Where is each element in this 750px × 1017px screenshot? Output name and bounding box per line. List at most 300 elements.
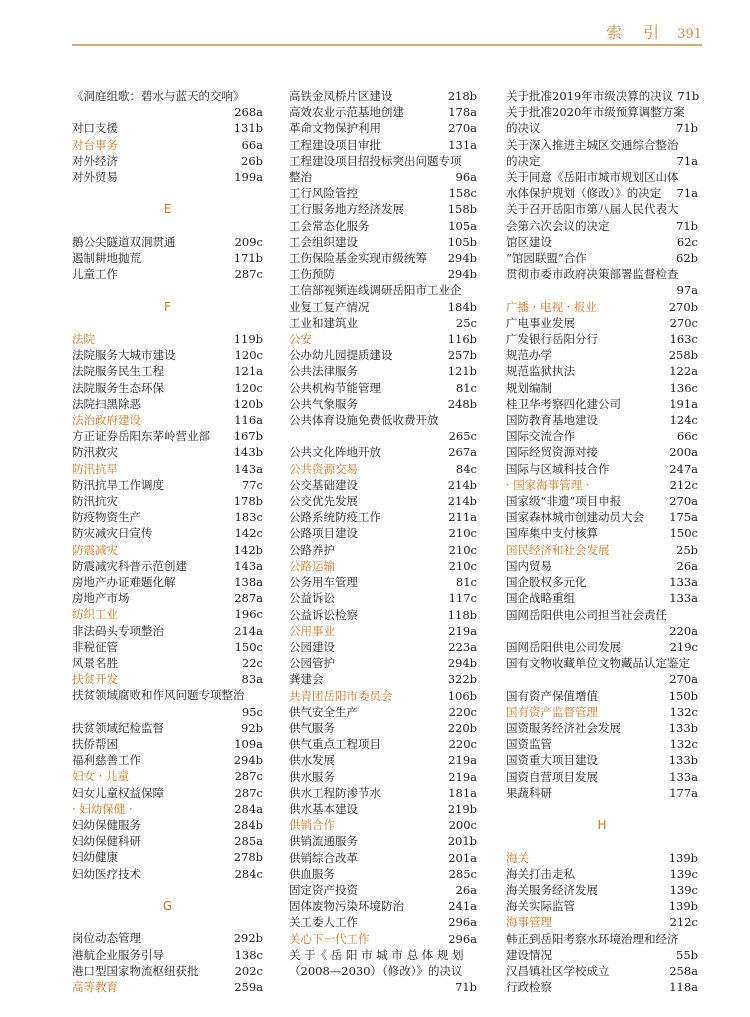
index-entry-text: 国有文物收藏单位文物藏品认定鉴定 (506, 656, 690, 671)
entry-page: 139c (669, 882, 698, 897)
index-entry (289, 169, 477, 185)
category-entry (289, 331, 477, 347)
index-entry (289, 866, 477, 882)
entry-page: 270b (668, 299, 698, 314)
index-entry-text: 工程建设项目招投标突出问题专项 (289, 153, 462, 168)
entry-term: 妇幼医疗技术 (72, 866, 141, 881)
index-entry-text: 韩正到岳阳考察水环境治理和经济 (506, 931, 679, 946)
entry-term: 关心下一代工作 (289, 931, 370, 946)
index-entry (72, 380, 263, 396)
category-entry (506, 704, 698, 720)
index-entry (506, 963, 698, 979)
entry-term: 馆区建设 (506, 234, 552, 249)
entry-term: 业复工复产情况 (289, 299, 370, 314)
entry-page: 139b (668, 899, 698, 914)
entry-term: 水体保护规划（修改）》的决定 (506, 186, 662, 201)
index-entry (289, 120, 477, 136)
index-entry (506, 525, 698, 541)
entry-page: 55b (676, 947, 698, 962)
index-entry-text: 关于召开岳阳市第八届人民代表大 (506, 202, 679, 217)
entry-term: 纺织工业 (72, 607, 118, 622)
entry-page: 150c (234, 639, 263, 654)
entry-term: 海关实际监管 (506, 899, 575, 914)
index-entry (289, 607, 477, 623)
entry-page: 116b (447, 332, 477, 347)
index-entry (289, 299, 477, 315)
index-page-ref: 95c (241, 704, 263, 719)
index-entry (506, 769, 698, 785)
entry-page: 181a (448, 785, 477, 800)
entry-page: 167b (233, 429, 263, 444)
entry-page: 158c (448, 186, 477, 201)
entry-term: 工会常态化服务 (289, 218, 370, 233)
entry-page: 71b (676, 121, 698, 136)
entry-term: 汉昌镇社区学校成立 (506, 963, 610, 978)
running-header (606, 20, 702, 43)
index-entry-text: 关 于《 岳 阳 市 城 市 总 体 规 划 (289, 947, 464, 962)
entry-page: 287a (234, 591, 263, 606)
index-entry (289, 104, 477, 120)
entry-page: 220c (448, 737, 477, 752)
index-entry (289, 736, 477, 752)
entry-page: 120c (234, 380, 263, 395)
index-entry (289, 477, 477, 493)
entry-term: 广播 · 电视 · 报业 (506, 299, 597, 314)
entry-page: 219a (448, 753, 477, 768)
entry-term: 国有资产监督管理 (506, 704, 598, 719)
entry-term: 公共文化阵地开放 (289, 445, 381, 460)
entry-page: 109a (234, 737, 263, 752)
index-entry (72, 849, 263, 865)
entry-page: 139c (669, 866, 698, 881)
entry-page: 133a (669, 769, 698, 784)
entry-page: 200c (448, 818, 477, 833)
entry-term: 供血服务 (289, 866, 335, 881)
index-entry (289, 396, 477, 412)
entry-page: 294b (233, 753, 263, 768)
entry-term: 工伤保险基金实现市级统筹 (289, 251, 427, 266)
index-entry (506, 331, 698, 347)
entry-term: 公共资源交易 (289, 461, 358, 476)
entry-page: 71b (676, 218, 698, 233)
entry-page: 258a (669, 963, 698, 978)
entry-page: 270a (448, 121, 477, 136)
entry-page: 150b (668, 688, 698, 703)
entry-page: 133a (669, 591, 698, 606)
index-entry (289, 266, 477, 282)
category-entry (72, 542, 263, 558)
index-entry (289, 525, 477, 541)
index-entry (506, 509, 698, 525)
index-entry (72, 590, 263, 606)
entry-page: 219c (669, 639, 698, 654)
entry-page: 139b (668, 850, 698, 865)
section-letter: F (164, 299, 171, 314)
index-page-ref: 97a (676, 283, 698, 298)
entry-page: 133b (668, 753, 698, 768)
index-entry (72, 250, 263, 266)
entry-page: 210c (448, 542, 477, 557)
index-entry (289, 720, 477, 736)
entry-page: 71b (677, 89, 700, 103)
entry-page: 66a (241, 137, 263, 152)
entry-page: 105b (447, 234, 477, 249)
entry-term: 公园建设 (289, 639, 335, 654)
entry-page: 214a (234, 623, 263, 638)
entry-page: 285c (448, 866, 477, 881)
index-entry (289, 655, 477, 671)
entry-term: 公共法律服务 (289, 364, 358, 379)
entry-page: 121b (447, 364, 477, 379)
index-entry (506, 250, 698, 266)
index-page-ref: 71b (455, 980, 477, 995)
entry-term: 的决议 (506, 121, 541, 136)
entry-term: 公路养护 (289, 542, 335, 557)
entry-page: 219a (448, 769, 477, 784)
index-entry (72, 720, 263, 736)
index-entry (72, 493, 263, 509)
entry-term: 扶贫开发 (72, 672, 118, 687)
entry-term: · 国家海事管理 · (506, 477, 590, 492)
entry-term: 防震减灾科普示范创建 (72, 558, 187, 573)
entry-term: 共青团岳阳市委员会 (289, 688, 393, 703)
entry-term: 公安 (289, 332, 312, 347)
entry-page: 117c (448, 591, 477, 606)
entry-page: 294b (447, 267, 477, 282)
category-entry (72, 331, 263, 347)
entry-page: 120b (233, 396, 263, 411)
entry-page: 202c (234, 963, 263, 978)
entry-term: 国资服务经济社会发展 (506, 720, 621, 735)
entry-term: 妇幼保健服务 (72, 818, 141, 833)
entry-term: 供气安全生产 (289, 704, 358, 719)
entry-term: 对台事务 (72, 137, 118, 152)
index-entry (506, 574, 698, 590)
entry-page: 71a (676, 153, 698, 168)
entry-page: 142c (234, 526, 263, 541)
category-entry (72, 412, 263, 428)
entry-page: 136c (669, 380, 698, 395)
entry-page: 150c (669, 526, 698, 541)
entry-term: 对口支援 (72, 121, 118, 136)
entry-term: 供销流通服务 (289, 834, 358, 849)
entry-page: 131b (233, 121, 263, 136)
entry-term: 整治 (289, 170, 312, 185)
entry-page: 209c (234, 234, 263, 249)
index-entry (289, 185, 477, 201)
index-page-ref: 265c (448, 429, 477, 444)
index-entry (72, 396, 263, 412)
index-entry (506, 396, 698, 412)
entry-term: 公路项目建设 (289, 526, 358, 541)
index-entry (72, 428, 263, 444)
index-entry (289, 380, 477, 396)
entry-term: 法院服务生态环保 (72, 380, 164, 395)
entry-term: 非法码头专项整治 (72, 623, 164, 638)
entry-page: 26b (241, 153, 263, 168)
category-entry (72, 801, 263, 817)
entry-page: 25b (676, 542, 698, 557)
index-entry (506, 234, 698, 250)
entry-term: 广电事业发展 (506, 315, 575, 330)
entry-term: 工伤预防 (289, 267, 335, 282)
index-entry (506, 347, 698, 363)
index-entry (72, 509, 263, 525)
entry-term: 公共机构节能管理 (289, 380, 381, 395)
entry-term: 鹅公尖隧道双洞贯通 (72, 234, 176, 249)
index-entry (506, 736, 698, 752)
index-entry (289, 347, 477, 363)
entry-page: 177a (669, 785, 698, 800)
entry-term: 工程建设项目审批 (289, 137, 381, 152)
entry-page: 120c (234, 348, 263, 363)
entry-page: 210c (448, 526, 477, 541)
index-entry (506, 185, 698, 201)
entry-term: 妇女 · 儿童 (72, 769, 129, 784)
entry-term: 国内贸易 (506, 558, 552, 573)
entry-page: 84c (455, 461, 477, 476)
entry-page: 284b (233, 818, 263, 833)
entry-page: 223a (448, 639, 477, 654)
index-entry (506, 428, 698, 444)
entry-term: 妇幼保健科研 (72, 834, 141, 849)
entry-term: 防疫物资生产 (72, 510, 141, 525)
index-page-ref: 268a (234, 105, 263, 120)
entry-term: 行政检察 (506, 980, 552, 995)
entry-term: 防汛抗灾 (72, 494, 118, 509)
entry-page: 124c (669, 413, 698, 428)
entry-term: 公用事业 (289, 623, 335, 638)
entry-term: 法院扫黑除恶 (72, 396, 141, 411)
entry-term: 规划编制 (506, 380, 552, 395)
entry-term: 妇女儿童权益保障 (72, 785, 164, 800)
category-entry (72, 979, 263, 995)
entry-page: 81c (455, 380, 477, 395)
entry-term: 公交基础建设 (289, 477, 358, 492)
spacer (72, 882, 263, 898)
index-entry (506, 558, 698, 574)
index-entry (289, 785, 477, 801)
index-entry (72, 866, 263, 882)
entry-page: 212c (669, 915, 698, 930)
index-entry (506, 979, 698, 995)
category-entry (506, 477, 698, 493)
entry-term: 公园管护 (289, 656, 335, 671)
index-entry (72, 234, 263, 250)
entry-page: 212c (669, 477, 698, 492)
index-entry (72, 477, 263, 493)
entry-term: 扶贫领域纪检监督 (72, 720, 164, 735)
index-entry (506, 866, 698, 882)
index-entry (289, 882, 477, 898)
page-number: 391 (677, 27, 702, 42)
entry-page: 219b (447, 801, 477, 816)
entry-page: 200a (669, 445, 698, 460)
index-entry (72, 363, 263, 379)
index-entry (506, 720, 698, 736)
entry-page: 22c (241, 656, 263, 671)
index-entry (289, 218, 477, 234)
spacer (72, 185, 263, 201)
index-entry (289, 833, 477, 849)
index-entry (506, 688, 698, 704)
entry-term: 供水基本建设 (289, 801, 358, 816)
entry-term: 遏制耕地抛荒 (72, 251, 141, 265)
entry-term: 国库集中支付核算 (506, 526, 598, 541)
index-column-3 (506, 88, 698, 995)
entry-term: 法院服务民生工程 (72, 364, 164, 379)
entry-page: 121a (234, 364, 263, 379)
entry-page: 284a (234, 801, 263, 816)
entry-term: 广发银行岳阳分行 (506, 332, 598, 347)
entry-page: 278b (233, 850, 263, 865)
category-entry (506, 299, 698, 315)
section-letter: H (597, 818, 607, 833)
index-entry (506, 380, 698, 396)
entry-page: 178b (233, 494, 263, 509)
entry-page: 211a (448, 510, 477, 525)
index-entry (72, 639, 263, 655)
index-entry (289, 542, 477, 558)
index-entry (72, 655, 263, 671)
entry-term: 国资重大项目建设 (506, 753, 598, 768)
entry-page: 287c (234, 769, 263, 784)
entry-term: 规范办学 (506, 348, 552, 363)
entry-term: 龚建会 (289, 672, 324, 687)
entry-term: 工会组织建设 (289, 234, 358, 249)
entry-term: 防汛抗旱 (72, 461, 118, 476)
index-entry-text: 公共体育设施免费低收费开放 (289, 413, 439, 428)
entry-term: 国家级“非遗”项目申报 (506, 494, 622, 509)
entry-page: 201a (448, 850, 477, 865)
entry-term: 建设情况 (506, 947, 552, 962)
index-entry (506, 898, 698, 914)
entry-page: 26a (455, 882, 477, 897)
entry-page: 214b (447, 494, 477, 509)
entry-term: 法院服务大城市建设 (72, 348, 176, 363)
entry-term: 国际交流合作 (506, 429, 575, 444)
category-entry (72, 461, 263, 477)
entry-page: 183c (234, 510, 263, 525)
entry-term: 供水工程防渗节水 (289, 785, 381, 800)
index-entry (72, 558, 263, 574)
entry-term: 防震减灾 (72, 542, 118, 557)
index-entry (289, 769, 477, 785)
entry-term: 港口型国家物流枢纽获批 (72, 963, 199, 978)
entry-term: 防汛抗旱工作调度 (72, 477, 164, 492)
entry-term: 房地产办证难题化解 (72, 575, 176, 590)
entry-page: 210c (448, 558, 477, 573)
index-entry (506, 88, 698, 104)
entry-term: 国资监管 (506, 737, 552, 752)
entry-term: 国家森林城市创建动员大会 (506, 510, 644, 525)
entry-term: 国企股权多元化 (506, 575, 587, 590)
entry-page: 214b (447, 477, 477, 492)
entry-page: 247a (669, 461, 698, 476)
index-entry (506, 444, 698, 460)
index-entry (72, 574, 263, 590)
entry-page: 131a (448, 137, 477, 152)
index-entry-text: （2008—2030）（修改）》的决议 (289, 963, 463, 978)
entry-page: 296a (448, 915, 477, 930)
spacer (72, 914, 263, 930)
entry-page: 219a (448, 623, 477, 638)
index-entry (289, 574, 477, 590)
entry-page: 199a (234, 170, 263, 185)
entry-term: 固定资产投资 (289, 882, 358, 897)
category-entry (506, 850, 698, 866)
entry-page: 83a (241, 672, 263, 687)
entry-page: 133a (669, 575, 698, 590)
index-entry (289, 363, 477, 379)
entry-term: 国有资产保值增值 (506, 688, 598, 703)
index-entry-text: 扶贫领域腐败和作风问题专项整治 (72, 688, 245, 703)
index-entry (72, 963, 263, 979)
entry-page: 66c (676, 429, 698, 444)
entry-page: 133b (668, 720, 698, 735)
entry-page: 77c (241, 477, 263, 492)
entry-term: 儿童工作 (72, 267, 118, 282)
index-entry (289, 639, 477, 655)
index-entry (72, 266, 263, 282)
entry-term: 海关 (506, 850, 529, 865)
index-entry-text: 关于同意《岳阳市城市规划区山体 (506, 170, 679, 185)
entry-term: 法院 (72, 331, 95, 346)
entry-page: 122a (669, 364, 698, 379)
entry-page: 119b (233, 331, 263, 346)
index-column-2 (289, 88, 477, 995)
entry-page: 143a (234, 461, 263, 476)
index-entry (506, 752, 698, 768)
entry-page: 138a (234, 575, 263, 590)
entry-term: 风景名胜 (72, 656, 118, 671)
category-entry (289, 688, 477, 704)
index-entry (506, 493, 698, 509)
entry-term: 的决定 (506, 153, 541, 168)
index-page-ref: 270a (669, 672, 698, 687)
index-entry-text: 国网岳阳供电公司担当社会责任 (506, 607, 667, 622)
entry-page: 191a (669, 396, 698, 411)
header-title: 索 引 (606, 23, 668, 42)
entry-term: 对外经济 (72, 153, 118, 168)
category-entry (72, 768, 263, 784)
index-entry (72, 833, 263, 849)
entry-page: 163c (669, 332, 698, 347)
category-entry (506, 914, 698, 930)
entry-page: 132c (669, 737, 698, 752)
entry-term: 防灾减灾日宣传 (72, 526, 153, 541)
entry-term: 革命文物保护利用 (289, 121, 381, 136)
entry-page: 105a (448, 218, 477, 233)
entry-term: 国防教育基地建设 (506, 413, 598, 428)
entry-page: 218b (447, 89, 477, 103)
entry-page: 175a (669, 510, 698, 525)
entry-page: 287c (234, 267, 263, 282)
entry-page: 257b (447, 348, 477, 363)
entry-page: 143b (233, 445, 263, 460)
entry-page: 220b (447, 720, 477, 735)
index-page-ref: 220a (669, 623, 698, 638)
index-entry (289, 509, 477, 525)
entry-page: 294b (447, 251, 477, 266)
entry-page: 142b (233, 542, 263, 557)
entry-page: 322b (447, 672, 477, 687)
spacer (72, 282, 263, 298)
entry-term: 公益诉讼检察 (289, 607, 358, 622)
entry-term: 公交优先发展 (289, 494, 358, 509)
category-entry (72, 137, 263, 153)
entry-term: 海事管理 (506, 915, 552, 930)
